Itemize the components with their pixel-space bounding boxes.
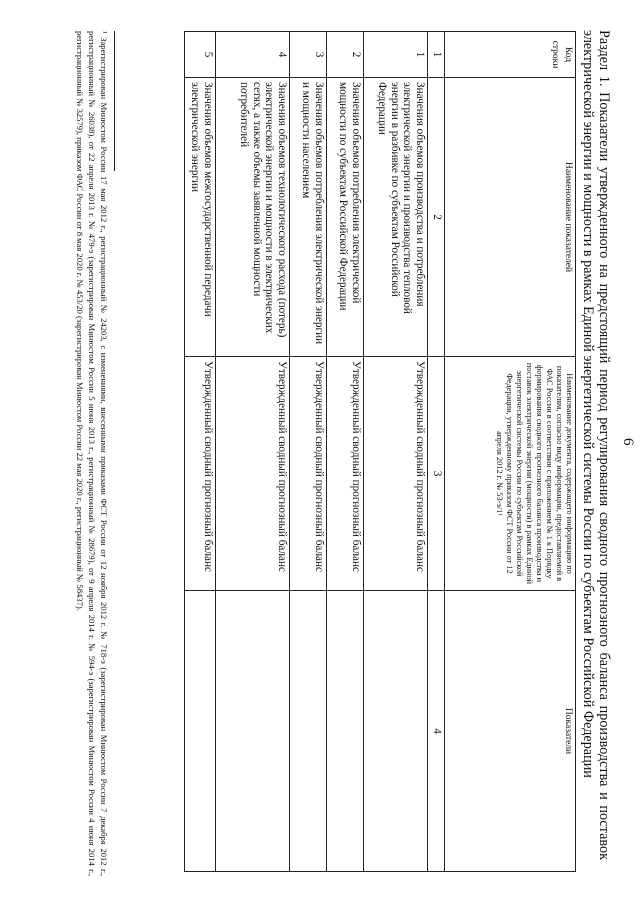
row-name: Значения объемов производства и потребления электрической энергии и производства тепловой энергии в разбивке по субъектам Российской Федерации [364, 78, 428, 357]
row-document: Утвержденный сводный прогнозный баланс [216, 357, 290, 591]
row-value [185, 591, 216, 872]
row-value [290, 591, 327, 872]
row-code: 2 [327, 32, 364, 78]
table-row [290, 32, 327, 872]
row-code: 4 [216, 32, 290, 78]
header-name: Наименование показателей [445, 78, 576, 357]
column-number: 4 [428, 591, 445, 872]
table-header-row [445, 32, 576, 872]
page-number: 6 [620, 438, 636, 446]
column-number: 1 [428, 32, 445, 78]
column-number-row [428, 32, 445, 872]
row-document: Утвержденный сводный прогнозный баланс [185, 357, 216, 591]
header-indicators: Показатели [445, 591, 576, 872]
row-name: Значения объемов потребления электрической энергии и мощности населением [290, 78, 327, 357]
row-value [216, 591, 290, 872]
column-number: 3 [428, 357, 445, 591]
header-code: Код строки [445, 32, 576, 78]
row-value [364, 591, 428, 872]
row-value [327, 591, 364, 872]
row-document: Утвержденный сводный прогнозный баланс [290, 357, 327, 591]
footnote: ¹ Зарегистрирован Минюстом России 17 мая 2012 г., регистрационный № 24203, с изменениями, внесенными приказами ФСТ России от 12 ноября 2012 г. № 718-э (зарегистрирован Минюстом России 7 декабря 2012 г., регистрационный № 26038), от 22 апреля 2013 г. № 479-э (зарегистрирован Минюстом России 5 июня 2013 г., регистрационный № 28679), от 9 апреля 2014 г. № 594-э (зарегистрирован Минюстом России 4 июня 2014 г., регистрационный № 32579), приказом ФАС России от 8 мая 2020 г. № 453/20 (зарегистрирован Минюстом России 22 мая 2020 г., регистрационный № 58437). [75, 31, 109, 876]
row-name: Значения объемов потребления электрической мощности по субъектам Российской Федерации [327, 78, 364, 357]
table-row [364, 32, 428, 872]
row-code: 3 [290, 32, 327, 78]
indicators-table [184, 31, 576, 872]
row-code: 1 [364, 32, 428, 78]
table-row [185, 32, 216, 872]
header-document: Наименование документа, содержащего информацию по показателям, согласно виду информации, предоставляемой в ФАС России в соответствии с приложением № 1 к Порядку формирования сводного прогнозного баланса производства и поставок электрической энергии (мощности) в рамках Единой энергетической системы России по субъектам Российской Федерации, утвержденному приказом ФСТ России от 12 апреля 2012 г. № 53-э/1¹ [445, 357, 576, 591]
footnote-divider [114, 31, 115, 171]
row-name: Значения объемов технологического расхода (потерь) электрической энергии и мощности в электрических сетях, а также объемы заявленной мощности потребителей [216, 78, 290, 357]
table-row [216, 32, 290, 872]
row-document: Утвержденный сводный прогнозный баланс [327, 357, 364, 591]
column-number: 2 [428, 78, 445, 357]
row-code: 5 [185, 32, 216, 78]
section-heading: Раздел 1. Показатели утвержденного на предстоящий период регулирования сводного прогнозного баланса производства и поставок электрической энергии и мощности в рамках Единой энергетической системы России по субъектам Российской Федерации [580, 30, 612, 860]
row-document: Утвержденный сводный прогнозный баланс [364, 357, 428, 591]
row-name: Значения объемов межгосударственной передачи электрической энергии [185, 78, 216, 357]
table-row [327, 32, 364, 872]
